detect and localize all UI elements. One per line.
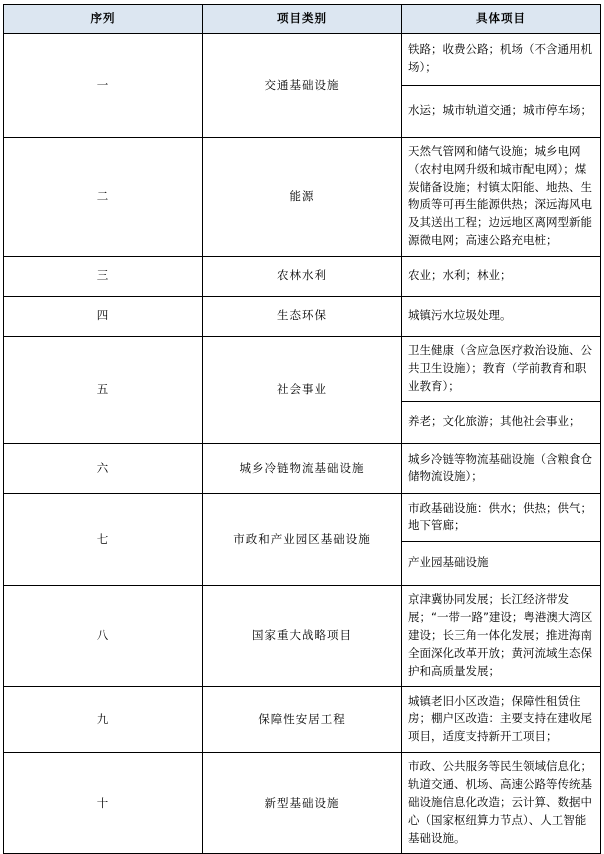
header-items: 具体项目 <box>402 5 601 34</box>
table-header-row <box>4 5 601 34</box>
row-item: 卫生健康（含应急医疗救治设施、公共卫生设施）；教育（学前教育和职业教育）； <box>402 336 601 401</box>
table-row <box>4 586 601 687</box>
row-item: 城乡冷链等物流基础设施（含粮食仓储物流设施）； <box>402 444 601 494</box>
table-row <box>4 256 601 296</box>
row-seq: 四 <box>4 296 203 336</box>
row-seq: 二 <box>4 138 203 257</box>
row-seq: 一 <box>4 34 203 138</box>
row-seq: 六 <box>4 444 203 494</box>
row-item: 养老；文化旅游；其他社会事业； <box>402 402 601 444</box>
table-row <box>4 296 601 336</box>
row-category: 新型基础设施 <box>203 753 402 854</box>
row-item: 产业园基础设施 <box>402 542 601 586</box>
table-row <box>4 753 601 854</box>
row-item: 城镇污水垃圾处理。 <box>402 296 601 336</box>
header-seq: 序列 <box>4 5 203 34</box>
table-body <box>4 34 601 854</box>
row-item: 市政基础设施：供水；供热；供气；地下管廊； <box>402 494 601 542</box>
row-item: 城镇老旧小区改造；保障性租赁住房；棚户区改造：主要支持在建收尾项目，适度支持新开工项目； <box>402 687 601 753</box>
row-item: 水运；城市轨道交通；城市停车场； <box>402 86 601 138</box>
row-category: 市政和产业园区基础设施 <box>203 494 402 586</box>
row-category: 保障性安居工程 <box>203 687 402 753</box>
row-seq: 五 <box>4 336 203 443</box>
row-category: 农林水利 <box>203 256 402 296</box>
row-item: 市政、公共服务等民生领域信息化；轨道交通、机场、高速公路等传统基础设施信息化改造；云计算、数据中心（国家枢纽算力节点）、人工智能基础设施。 <box>402 753 601 854</box>
table-row <box>4 138 601 257</box>
row-item: 天然气管网和储气设施；城乡电网（农村电网升级和城市配电网）；煤炭储备设施；村镇太阳能、地热、生物质等可再生能源供热；深远海风电及其送出工程；边远地区离网型新能源微电网；高速公路充电桩； <box>402 138 601 257</box>
row-category: 城乡冷链物流基础设施 <box>203 444 402 494</box>
table-row <box>4 444 601 494</box>
row-seq: 八 <box>4 586 203 687</box>
row-seq: 十 <box>4 753 203 854</box>
row-seq: 七 <box>4 494 203 586</box>
project-category-table <box>3 4 601 854</box>
header-category: 项目类别 <box>203 5 402 34</box>
table-row <box>4 34 601 86</box>
row-category: 能源 <box>203 138 402 257</box>
row-item: 农业；水利；林业； <box>402 256 601 296</box>
table-row <box>4 494 601 542</box>
table-row <box>4 687 601 753</box>
row-category: 生态环保 <box>203 296 402 336</box>
table-header <box>4 5 601 34</box>
row-item: 铁路；收费公路；机场（不含通用机场）； <box>402 34 601 86</box>
row-category: 交通基础设施 <box>203 34 402 138</box>
row-item: 京津冀协同发展；长江经济带发展；“一带一路”建设；粤港澳大湾区建设；长三角一体化发展；推进海南全面深化改革开放；黄河流域生态保护和高质量发展； <box>402 586 601 687</box>
row-seq: 三 <box>4 256 203 296</box>
row-category: 国家重大战略项目 <box>203 586 402 687</box>
table-row <box>4 336 601 401</box>
row-seq: 九 <box>4 687 203 753</box>
row-category: 社会事业 <box>203 336 402 443</box>
